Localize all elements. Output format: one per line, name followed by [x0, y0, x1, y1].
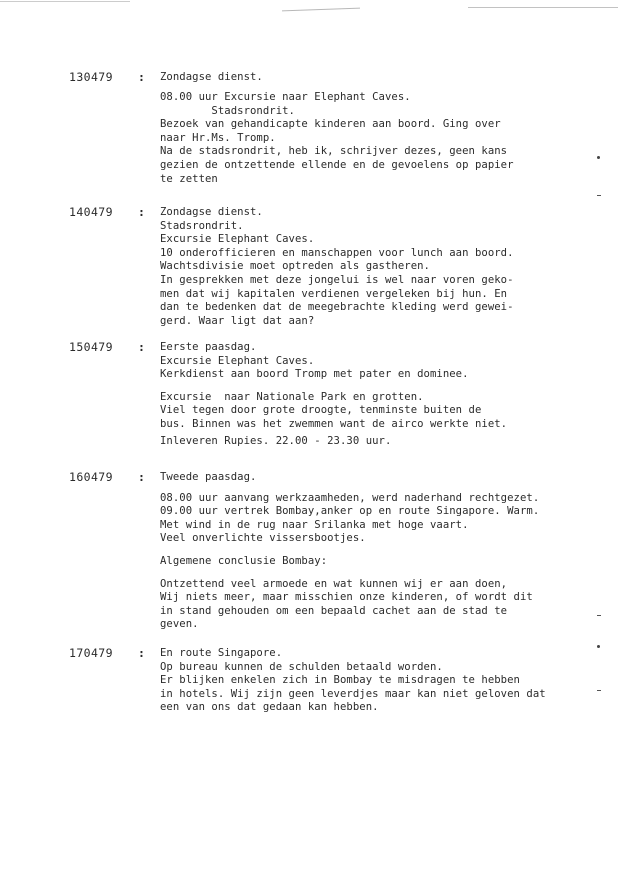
entry-line: 09.00 uur vertrek Bombay,anker op en route Singapore. Warm. [160, 505, 540, 518]
entry-line: Na de stadsrondrit, heb ik, schrijver dezes, geen kans [160, 145, 508, 158]
entry-line: Eerste paasdag. [160, 341, 257, 353]
entry-text [160, 341, 580, 448]
entry-line: Wij niets meer, maar misschien onze kinderen, of wordt dit [160, 591, 533, 604]
entry-date: 150479 [69, 340, 113, 354]
entry-line: Kerkdienst aan boord Tromp met pater en dominee. [160, 368, 469, 381]
entry-line: een van ons dat gedaan kan hebben. [160, 701, 379, 714]
entry-date: 130479 [69, 70, 113, 84]
entry-date: 170479 [69, 646, 113, 660]
entry-line: Ontzettend veel armoede en wat kunnen wij er aan doen, [160, 577, 508, 590]
entry-line: 10 onderofficieren en manschappen voor lunch aan boord. [160, 246, 514, 259]
entry-line: Tweede paasdag. [160, 471, 257, 483]
entry-date: 160479 [69, 470, 113, 484]
entry-line: dan te bedenken dat de meegebrachte kleding werd gewei- [160, 301, 514, 314]
entry-line: Wachtsdivisie moet optreden als gastheren. [160, 260, 430, 273]
entry-line: in hotels. Wij zijn geen leverdjes maar kan niet geloven dat [160, 687, 546, 700]
entry-text [160, 71, 580, 186]
entry-line: geven. [160, 618, 199, 631]
entry-separator: : [138, 340, 145, 354]
entry-line: Excursie Elephant Caves. [160, 354, 315, 367]
margin-dash [597, 615, 601, 616]
entry-line: gerd. Waar ligt dat aan? [160, 314, 315, 327]
entry-line: Zondagse dienst. [160, 71, 263, 83]
margin-dot [597, 645, 600, 648]
entry-separator: : [138, 646, 145, 660]
entry-line: Inleveren Rupies. 22.00 - 23.30 uur. [160, 434, 392, 447]
entry-line: 08.00 uur aanvang werkzaamheden, werd naderhand rechtgezet. [160, 491, 540, 504]
entry-text [160, 206, 580, 328]
margin-dash [597, 195, 601, 196]
entry-text [160, 471, 580, 632]
margin-dash [597, 690, 601, 691]
entry-line: bus. Binnen was het zwemmen want de airco werkte niet. [160, 417, 508, 430]
entry-line: Er blijken enkelen zich in Bombay te misdragen te hebben [160, 674, 520, 687]
entry-line: men dat wij kapitalen verdienen vergeleken bij hun. En [160, 287, 508, 300]
entry-line: En route Singapore. [160, 647, 283, 659]
entry-line: Excursie Elephant Caves. [160, 233, 315, 246]
entry-separator: : [138, 205, 145, 219]
margin-dot [597, 156, 600, 159]
scan-mark-center [282, 8, 360, 12]
entry-line: naar Hr.Ms. Tromp. [160, 131, 276, 144]
entry-separator: : [138, 470, 145, 484]
entry-line: 08.00 uur Excursie naar Elephant Caves. [160, 90, 411, 103]
entry-line: In gesprekken met deze jongelui is wel naar voren geko- [160, 273, 514, 286]
scan-mark-left [0, 1, 130, 2]
entry-line: Viel tegen door grote droogte, tenminste buiten de [160, 404, 482, 417]
entry-line: Algemene conclusie Bombay: [160, 554, 328, 567]
entry-line: Excursie naar Nationale Park en grotten. [160, 390, 424, 403]
entry-line: in stand gehouden om een bepaald cachet aan de stad te [160, 604, 508, 617]
entry-text [160, 647, 580, 715]
entry-line: te zetten [160, 172, 218, 185]
scan-mark-right [468, 7, 618, 8]
entry-line: Bezoek van gehandicapte kinderen aan boord. Ging over [160, 118, 501, 131]
entry-separator: : [138, 70, 145, 84]
entry-line: Zondagse dienst. [160, 206, 263, 218]
entry-line: Veel onverlichte vissersbootjes. [160, 532, 366, 545]
entry-line: gezien de ontzettende ellende en de gevoelens op papier [160, 158, 514, 171]
entry-line: Op bureau kunnen de schulden betaald worden. [160, 660, 443, 673]
entry-line: Stadsrondrit. [160, 219, 244, 232]
entry-line: Stadsrondrit. [160, 104, 295, 117]
entry-line: Met wind in de rug naar Srilanka met hoge vaart. [160, 518, 469, 531]
entry-date: 140479 [69, 205, 113, 219]
